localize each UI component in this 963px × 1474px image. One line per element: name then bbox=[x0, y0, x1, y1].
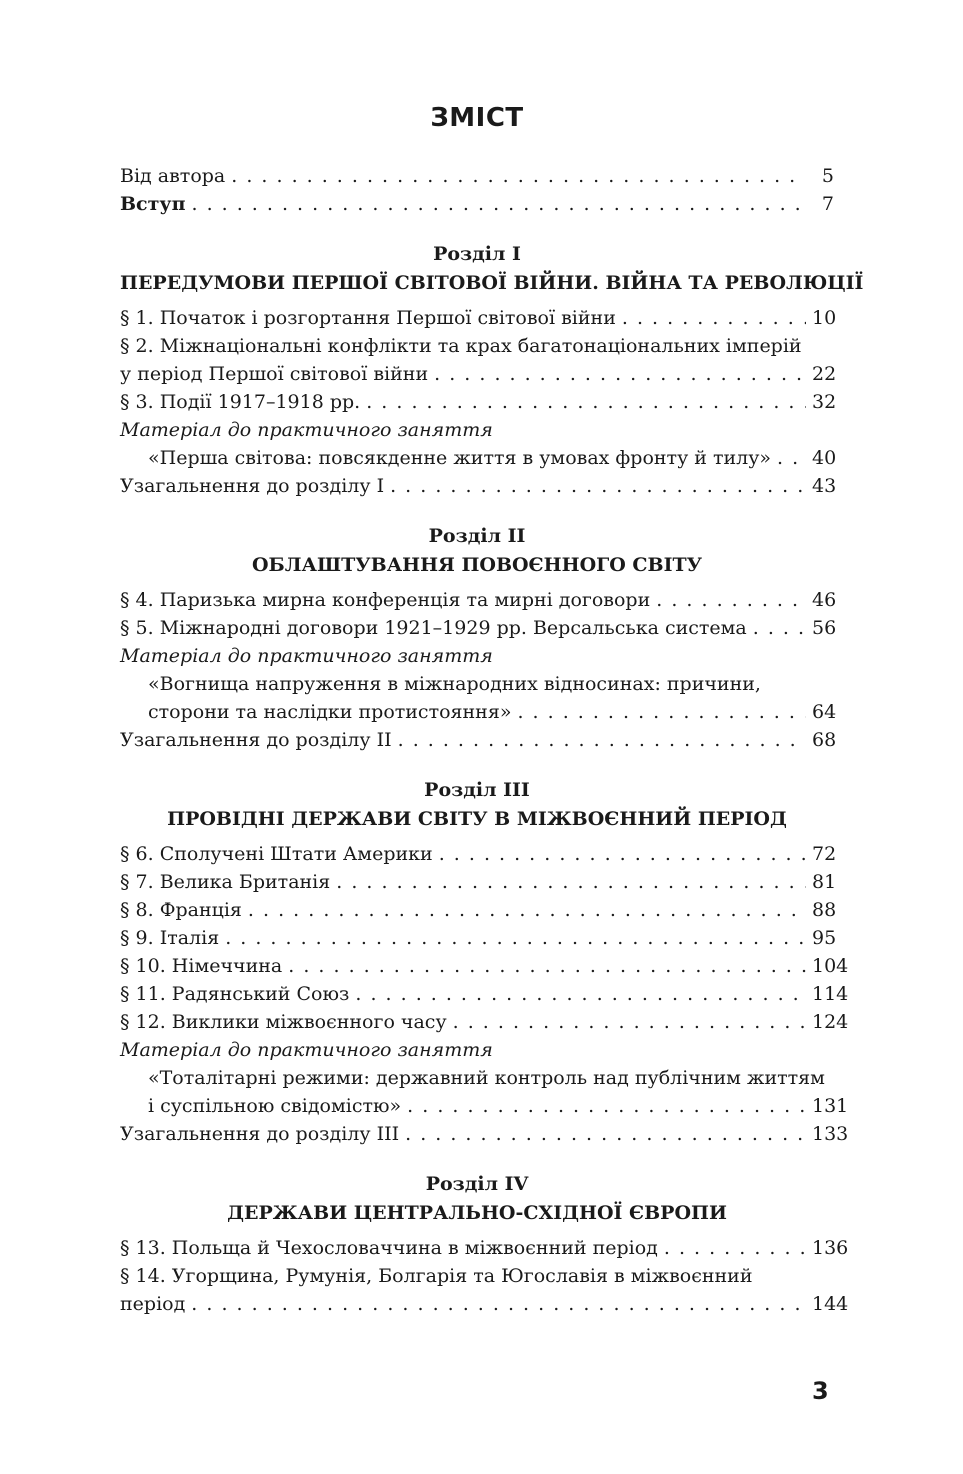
dot-leader bbox=[664, 1234, 806, 1262]
entry-label: Узагальнення до розділу II bbox=[120, 729, 392, 751]
entry-page-number: 81 bbox=[812, 871, 837, 893]
entry-label: § 4. Паризька мирна конференція та мирні договори bbox=[120, 589, 651, 611]
entry-label: § 6. Сполучені Штати Америки bbox=[120, 843, 433, 865]
toc-entry bbox=[120, 1290, 849, 1318]
page-number: 3 bbox=[812, 1377, 829, 1405]
toc-line: § 14. Угорщина, Румунія, Болгарія та Югославія в міжвоєнний bbox=[120, 1265, 753, 1287]
entry-page-number: 95 bbox=[812, 927, 837, 949]
entry-label: § 1. Початок і розгортання Першої світової війни bbox=[120, 307, 616, 329]
dot-leader bbox=[288, 952, 806, 980]
toc-entry bbox=[120, 726, 837, 754]
entry-page-number: 104 bbox=[812, 955, 849, 977]
toc-line: Матеріал до практичного заняття bbox=[120, 419, 493, 441]
dot-leader bbox=[355, 980, 806, 1008]
entry-label: у період Першої світової війни bbox=[120, 363, 429, 385]
toc-section bbox=[120, 776, 849, 1148]
toc-entry bbox=[120, 614, 837, 642]
section-heading bbox=[120, 1170, 834, 1228]
section-title: ПЕРЕДУМОВИ ПЕРШОЇ СВІТОВОЇ ВІЙНИ. ВІЙНА ТА РЕВОЛЮЦІЇ bbox=[120, 272, 864, 294]
entry-page-number: 64 bbox=[812, 701, 837, 723]
entry-page-number: 10 bbox=[812, 307, 837, 329]
section-title: ДЕРЖАВИ ЦЕНТРАЛЬНО-СХІДНОЇ ЄВРОПИ bbox=[227, 1202, 727, 1224]
dot-leader bbox=[336, 868, 806, 896]
toc-entry bbox=[120, 1120, 849, 1148]
toc-entry bbox=[120, 472, 837, 500]
entry-page-number: 40 bbox=[812, 447, 837, 469]
toc-line: «Вогнища напруження в міжнародних відносинах: причини, bbox=[148, 673, 761, 695]
dot-leader bbox=[398, 726, 806, 754]
toc-section bbox=[120, 1170, 849, 1318]
dot-leader bbox=[439, 840, 806, 868]
entry-label: § 9. Італія bbox=[120, 927, 220, 949]
toc-entry bbox=[120, 1234, 849, 1262]
dot-leader bbox=[453, 1008, 806, 1036]
toc-entry bbox=[120, 952, 849, 980]
entry-label: Вступ bbox=[120, 193, 186, 215]
entry-page-number: 5 bbox=[821, 165, 834, 187]
toc-entry bbox=[120, 304, 837, 332]
dot-leader bbox=[622, 304, 806, 332]
toc-line: Матеріал до практичного заняття bbox=[120, 645, 493, 667]
toc-entry bbox=[120, 388, 837, 416]
entry-page-number: 114 bbox=[812, 983, 849, 1005]
entry-label: § 3. Події 1917–1918 рр. bbox=[120, 391, 361, 413]
dot-leader bbox=[434, 360, 806, 388]
section-heading bbox=[120, 776, 834, 834]
dot-leader bbox=[231, 162, 806, 190]
entry-label: період bbox=[120, 1293, 186, 1315]
toc-entry bbox=[120, 840, 837, 868]
entry-page-number: 68 bbox=[812, 729, 837, 751]
dot-leader bbox=[248, 896, 806, 924]
section-number: Розділ IV bbox=[425, 1173, 529, 1195]
entry-label: Від автора bbox=[120, 165, 226, 187]
toc-entry bbox=[120, 868, 837, 896]
entry-label: § 13. Польща й Чехословаччина в міжвоєнний період bbox=[120, 1237, 658, 1259]
entry-label: Узагальнення до розділу III bbox=[120, 1123, 400, 1145]
toc-section bbox=[120, 522, 837, 754]
dot-leader bbox=[225, 924, 806, 952]
entry-page-number: 56 bbox=[812, 617, 837, 639]
entry-page-number: 88 bbox=[812, 899, 837, 921]
dot-leader bbox=[366, 388, 806, 416]
entry-page-number: 7 bbox=[821, 193, 834, 215]
toc-entry bbox=[120, 698, 837, 726]
entry-label: сторони та наслідки протистояння» bbox=[148, 701, 512, 723]
toc-entry bbox=[120, 1092, 849, 1120]
entry-label: § 10. Німеччина bbox=[120, 955, 283, 977]
section-title: ПРОВІДНІ ДЕРЖАВИ СВІТУ В МІЖВОЄННИЙ ПЕРІОД bbox=[167, 808, 787, 830]
toc-entry bbox=[120, 162, 834, 190]
entry-page-number: 46 bbox=[812, 589, 837, 611]
section-heading bbox=[120, 522, 834, 580]
toc-entry bbox=[120, 924, 837, 952]
dot-leader bbox=[407, 1092, 806, 1120]
toc-entry bbox=[120, 190, 834, 218]
toc-sections bbox=[120, 240, 864, 1318]
section-heading bbox=[120, 240, 864, 298]
toc-entry bbox=[120, 1008, 849, 1036]
section-number: Розділ II bbox=[428, 525, 526, 547]
toc-entry bbox=[120, 980, 849, 1008]
dot-leader bbox=[517, 698, 806, 726]
entry-page-number: 32 bbox=[812, 391, 837, 413]
toc-line: § 2. Міжнаціональні конфлікти та крах багатонаціональних імперій bbox=[120, 335, 802, 357]
toc-line: «Тоталітарні режими: державний контроль над публічним життям bbox=[148, 1067, 825, 1089]
toc-entry bbox=[120, 360, 837, 388]
dot-leader bbox=[777, 444, 806, 472]
intro-entries bbox=[120, 162, 834, 218]
entry-page-number: 72 bbox=[812, 843, 837, 865]
table-of-contents bbox=[120, 100, 864, 1318]
entry-label: і суспільною свідомістю» bbox=[148, 1095, 402, 1117]
dot-leader bbox=[753, 614, 806, 642]
entry-page-number: 43 bbox=[812, 475, 837, 497]
section-title: ОБЛАШТУВАННЯ ПОВОЄННОГО СВІТУ bbox=[251, 554, 703, 576]
entry-page-number: 131 bbox=[812, 1095, 849, 1117]
entry-label: § 8. Франція bbox=[120, 899, 242, 921]
dot-leader bbox=[191, 1290, 806, 1318]
entry-page-number: 136 bbox=[812, 1237, 849, 1259]
dot-leader bbox=[390, 472, 806, 500]
entry-label: § 5. Міжнародні договори 1921–1929 рр. Версальська система bbox=[120, 617, 747, 639]
entry-label: § 7. Велика Британія bbox=[120, 871, 331, 893]
entry-page-number: 124 bbox=[812, 1011, 849, 1033]
entry-label: § 12. Виклики міжвоєнного часу bbox=[120, 1011, 447, 1033]
entry-label: «Перша світова: повсякденне життя в умовах фронту й тилу» bbox=[148, 447, 772, 469]
toc-line: Матеріал до практичного заняття bbox=[120, 1039, 493, 1061]
toc-entry bbox=[120, 586, 837, 614]
dot-leader bbox=[191, 190, 806, 218]
toc-entry bbox=[120, 896, 837, 924]
entry-page-number: 133 bbox=[812, 1123, 849, 1145]
entry-page-number: 22 bbox=[812, 363, 837, 385]
toc-entry bbox=[120, 444, 837, 472]
entry-label: Узагальнення до розділу I bbox=[120, 475, 385, 497]
dot-leader bbox=[656, 586, 806, 614]
toc-section bbox=[120, 240, 864, 500]
page-title: ЗМІСТ bbox=[430, 103, 524, 133]
section-number: Розділ I bbox=[433, 243, 521, 265]
entry-page-number: 144 bbox=[812, 1293, 849, 1315]
dot-leader bbox=[405, 1120, 806, 1148]
entry-label: § 11. Радянський Союз bbox=[120, 983, 350, 1005]
section-number: Розділ III bbox=[424, 779, 530, 801]
